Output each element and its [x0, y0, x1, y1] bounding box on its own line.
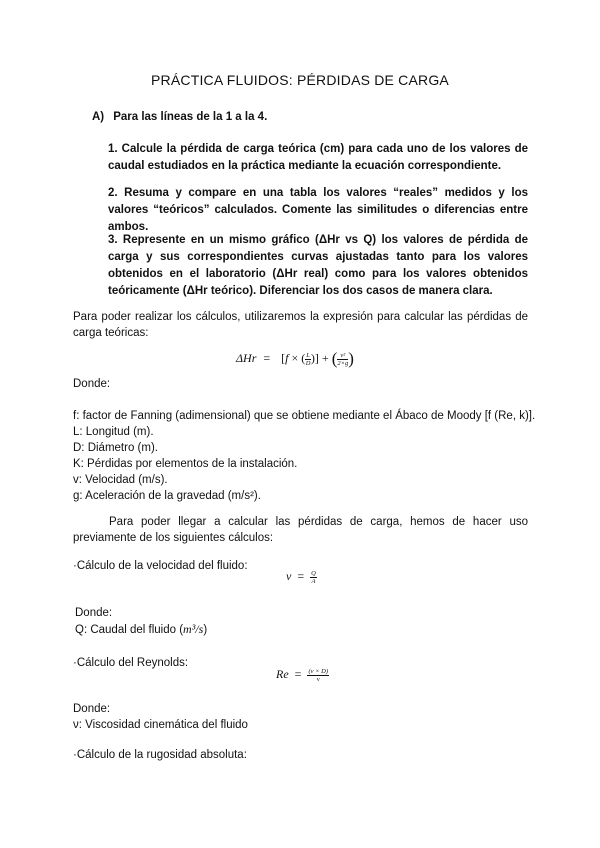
section-a-label: A): [92, 111, 105, 123]
page-title: PRÁCTICA FLUIDOS: PÉRDIDAS DE CARGA: [151, 72, 449, 88]
formula-paren-open2: (: [331, 349, 338, 368]
formula-d: D: [305, 359, 311, 367]
flow-definition: [75, 621, 207, 638]
velocity-fraction: [310, 570, 317, 585]
velocity-num: Q: [311, 569, 316, 577]
section-a-heading: [92, 111, 267, 123]
formula-paren-r: ): [310, 350, 315, 365]
formula-paren-close2: ): [348, 349, 354, 368]
question-3: 3. Represente en un mismo gráfico (ΔHr vs Q) los valores de pérdida de carga y sus correspondientes curvas ajustadas tanto para los valores obtenidos en el laboratorio (ΔHr real) como para los valores obtenidos teóricamente (ΔHr teórico). Diferenciar los dos casos de manera clara.: [108, 234, 528, 297]
velocity-calc-label: ·Cálculo de la velocidad del fluido:: [73, 560, 248, 572]
velocity-lhs: v: [286, 569, 292, 583]
velocity-formula: [286, 569, 317, 585]
definition-v: v: Velocidad (m/s).: [73, 474, 168, 486]
velocity-eq: =: [297, 569, 305, 583]
formula-f: f: [285, 350, 289, 365]
reynolds-num: (v × D): [308, 667, 328, 675]
flow-def-unit: m³/s: [183, 622, 204, 636]
intro-paragraph: Para poder realizar los cálculos, utilizaremos la expresión para calcular las pérdidas de carga teóricas:: [73, 311, 528, 339]
donde-label-1: Donde:: [73, 378, 111, 390]
formula-times: ×: [291, 350, 299, 365]
formula-l: L: [306, 351, 310, 359]
flow-def-suffix: ): [203, 624, 208, 636]
head-loss-formula: [236, 349, 354, 369]
formula-paren-l: (: [301, 350, 306, 365]
flow-def-prefix: Q: Caudal del fluido (: [75, 624, 184, 636]
prelim-paragraph: Para poder llegar a calcular las pérdidas de carga, hemos de hacer uso previamente de los siguientes cálculos:: [73, 516, 528, 544]
formula-lhs: ΔHr: [236, 350, 257, 365]
definition-d: D: Diámetro (m).: [73, 442, 158, 454]
formula-bracket-open: [: [281, 350, 286, 365]
question-2: 2. Resuma y compare en una tabla los valores “reales” medidos y los valores “teóricos” calculados. Comente las similitudes o diferencias entre ambos.: [108, 187, 528, 233]
viscosity-definition: ν: Viscosidad cinemática del fluido: [73, 719, 248, 731]
definition-k: K: Pérdidas por elementos de la instalación.: [73, 458, 298, 470]
donde-label-3: Donde:: [73, 703, 111, 715]
question-1: 1. Calcule la pérdida de carga teórica (cm) para cada uno de los valores de caudal estudiados en la práctica mediante la ecuación correspondiente.: [108, 143, 528, 172]
reynolds-fraction: [307, 668, 329, 683]
formula-plus: +: [321, 350, 329, 365]
section-a-text: Para las líneas de la 1 a la 4.: [113, 111, 268, 123]
formula-v2: v²: [337, 352, 348, 360]
reynolds-formula: [276, 667, 329, 683]
reynolds-eq: =: [294, 667, 302, 681]
formula-bracket-close: ]: [314, 350, 319, 365]
formula-v2-over-2g: [337, 352, 348, 367]
velocity-den: A: [311, 577, 316, 585]
reynolds-calc-label: ·Cálculo del Reynolds:: [73, 657, 189, 669]
definition-g: g: Aceleración de la gravedad (m/s²).: [73, 490, 261, 502]
reynolds-lhs: Re: [276, 667, 289, 681]
definition-f: f: factor de Fanning (adimensional) que se obtiene mediante el Ábaco de Moody [f (Re, k)].: [73, 410, 536, 422]
roughness-calc-label: ·Cálculo de la rugosidad absoluta:: [73, 749, 247, 761]
formula-eq: =: [263, 350, 271, 365]
definition-l: L: Longitud (m).: [73, 426, 154, 438]
donde-label-2: Donde:: [75, 607, 113, 619]
reynolds-den: ν: [316, 675, 320, 683]
formula-2g: 2×g: [337, 359, 349, 367]
